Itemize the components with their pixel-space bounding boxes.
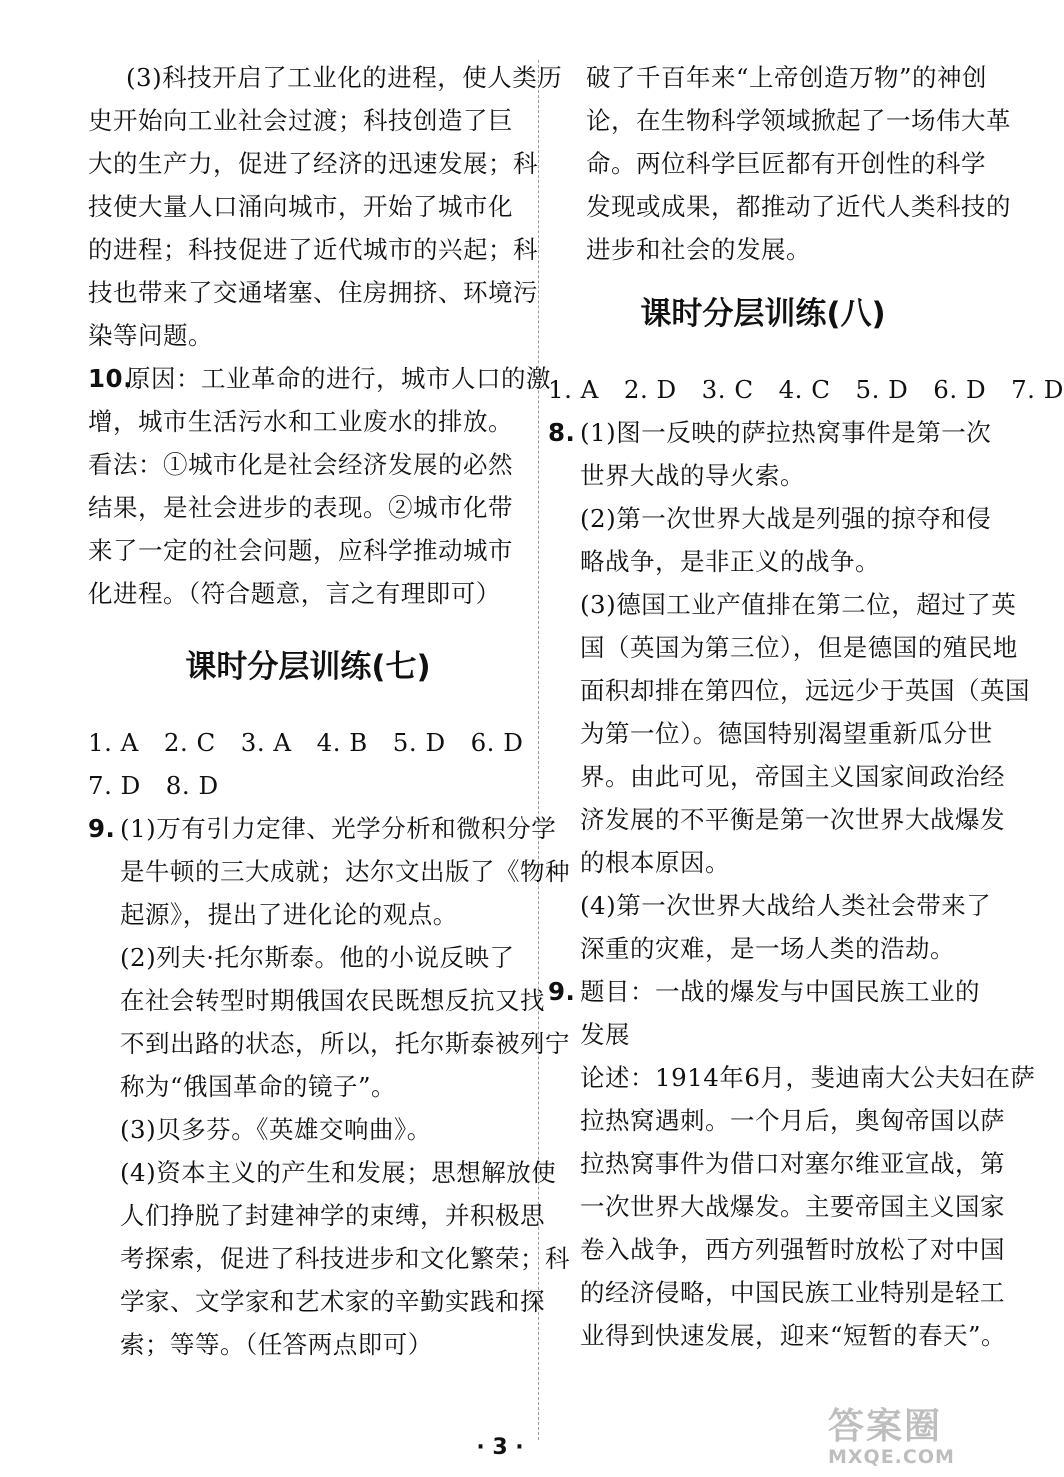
section-heading: 课时分层训练(七) bbox=[185, 649, 431, 685]
text-line: 卷入战争，西方列强暂时放松了对中国 bbox=[580, 1235, 1005, 1264]
text-line: (4)资本主义的产生和发展；思想解放使 bbox=[120, 1158, 557, 1187]
text-line: 论，在生物科学领域掀起了一场伟大革 bbox=[586, 106, 1011, 135]
text-line: 人们挣脱了封建神学的束缚，并积极思 bbox=[120, 1201, 545, 1230]
section-heading: 课时分层训练(八) bbox=[640, 296, 886, 332]
text-line: 破了千百年来“上帝创造万物”的神创 bbox=[586, 63, 988, 92]
text-line: 发展 bbox=[580, 1020, 630, 1049]
watermark-text: 答案圈 bbox=[828, 1406, 943, 1447]
text-line: 增，城市生活污水和工业废水的排放。 bbox=[88, 407, 513, 436]
text-line: 论述：1914年6月，斐迪南大公夫妇在萨 bbox=[580, 1063, 1036, 1092]
text-line: (3)贝多芬。《英雄交响曲》。 bbox=[120, 1115, 432, 1144]
text-line: (1)万有引力定律、光学分析和微积分学 bbox=[120, 814, 557, 843]
text-line: 大的生产力，促进了经济的迅速发展；科 bbox=[88, 149, 538, 178]
watermark-logo bbox=[828, 1408, 988, 1474]
column-divider bbox=[538, 60, 539, 1440]
question-number: 10. bbox=[88, 364, 133, 393]
text-line: 考探索，促进了科技进步和文化繁荣；科 bbox=[120, 1244, 570, 1273]
text-line: 起源》，提出了进化论的观点。 bbox=[120, 900, 458, 929]
text-line: 不到出路的状态，所以，托尔斯泰被列宁 bbox=[120, 1029, 570, 1058]
text-line: 深重的灾难，是一场人类的浩劫。 bbox=[580, 934, 955, 963]
text-line: 染等问题。 bbox=[88, 321, 213, 350]
answer-key-line: 1. A 2. D 3. C 4. C 5. D 6. D 7. D bbox=[548, 375, 1064, 404]
text-line: 国（英国为第三位），但是德国的殖民地 bbox=[580, 633, 1018, 662]
text-line: 一次世界大战爆发。主要帝国主义国家 bbox=[580, 1192, 1005, 1221]
answer-key-line: 7. D 8. D bbox=[88, 771, 219, 800]
text-line: 拉热窝事件为借口对塞尔维亚宣战，第 bbox=[580, 1149, 1005, 1178]
text-line: (3)科技开启了工业化的进程，使人类历 bbox=[126, 63, 563, 92]
answer-key-line: 1. A 2. C 3. A 4. B 5. D 6. D bbox=[88, 728, 524, 757]
text-line: (2)第一次世界大战是列强的掠夺和侵 bbox=[580, 504, 992, 533]
text-line: 的经济侵略，中国民族工业特别是轻工 bbox=[580, 1278, 1005, 1307]
text-line: 化进程。（符合题意，言之有理即可） bbox=[88, 579, 501, 608]
text-line: 在社会转型时期俄国农民既想反抗又找 bbox=[120, 986, 545, 1015]
text-line: 世界大战的导火索。 bbox=[580, 461, 805, 490]
text-line: 的进程；科技促进了近代城市的兴起；科 bbox=[88, 235, 538, 264]
text-line: 来了一定的社会问题，应科学推动城市 bbox=[88, 536, 513, 565]
question-number: 8. bbox=[548, 418, 576, 447]
text-line: 界。由此可见，帝国主义国家间政治经 bbox=[580, 762, 1005, 791]
text-line: 的根本原因。 bbox=[580, 848, 730, 877]
text-line: 拉热窝遇刺。一个月后，奥匈帝国以萨 bbox=[580, 1106, 1005, 1135]
text-line: 济发展的不平衡是第一次世界大战爆发 bbox=[580, 805, 1005, 834]
page-number: · 3 · bbox=[476, 1435, 524, 1460]
text-line: 发现或成果，都推动了近代人类科技的 bbox=[586, 192, 1011, 221]
text-line: 面积却排在第四位，远远少于英国（英国 bbox=[580, 676, 1030, 705]
text-line: 原因：工业革命的进行，城市人口的激 bbox=[126, 364, 551, 393]
text-line: 学家、文学家和艺术家的辛勤实践和探 bbox=[120, 1287, 545, 1316]
text-line: 为第一位）。德国特别渴望重新瓜分世 bbox=[580, 719, 993, 748]
text-line: 业得到快速发展，迎来“短暂的春天”。 bbox=[580, 1321, 1007, 1350]
text-line: 看法：①城市化是社会经济发展的必然 bbox=[88, 450, 513, 479]
text-line: 技也带来了交通堵塞、住房拥挤、环境污 bbox=[88, 278, 538, 307]
text-line: 进步和社会的发展。 bbox=[586, 235, 811, 264]
text-line: (2)列夫·托尔斯泰。他的小说反映了 bbox=[120, 943, 515, 972]
text-line: 略战争，是非正义的战争。 bbox=[580, 547, 880, 576]
text-line: 结果，是社会进步的表现。②城市化带 bbox=[88, 493, 513, 522]
text-line: 技使大量人口涌向城市，开始了城市化 bbox=[88, 192, 513, 221]
text-line: (3)德国工业产值排在第二位，超过了英 bbox=[580, 590, 1017, 619]
text-line: 是牛顿的三大成就；达尔文出版了《物种 bbox=[120, 857, 570, 886]
text-line: 史开始向工业社会过渡；科技创造了巨 bbox=[88, 106, 513, 135]
text-line: 命。两位科学巨匠都有开创性的科学 bbox=[586, 149, 986, 178]
text-line: (1)图一反映的萨拉热窝事件是第一次 bbox=[580, 418, 992, 447]
watermark-url: MXQE.COM bbox=[828, 1446, 955, 1468]
question-number: 9. bbox=[88, 814, 116, 843]
text-line: 题目：一战的爆发与中国民族工业的 bbox=[580, 977, 980, 1006]
text-line: 称为“俄国革命的镜子”。 bbox=[120, 1072, 397, 1101]
text-line: (4)第一次世界大战给人类社会带来了 bbox=[580, 891, 992, 920]
question-number: 9. bbox=[548, 977, 576, 1006]
text-line: 索；等等。（任答两点即可） bbox=[120, 1330, 433, 1359]
